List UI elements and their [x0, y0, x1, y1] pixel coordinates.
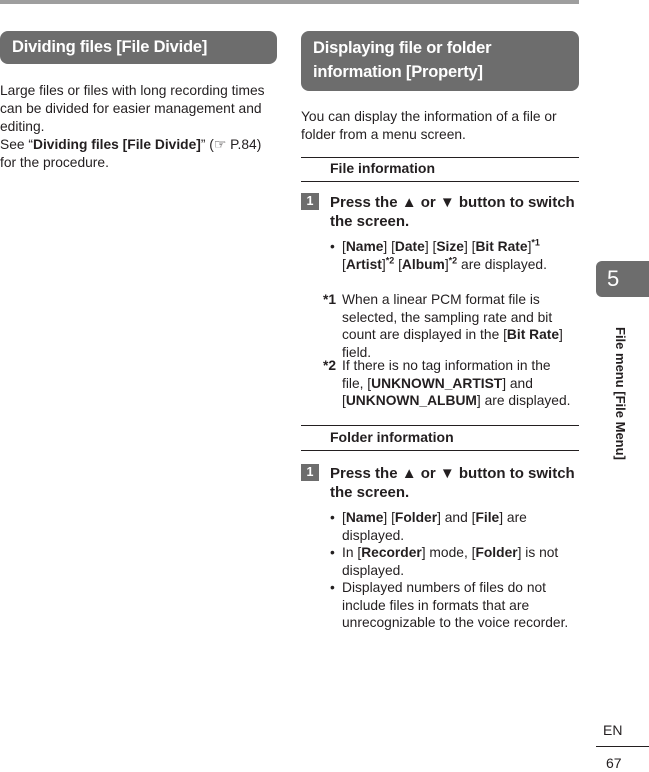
folder-bullet-3: [330, 579, 572, 632]
property-header-line1: Displaying file or folder: [313, 39, 492, 57]
reference-prefix: See “: [0, 137, 33, 152]
footnote-text: ] field.: [342, 327, 563, 360]
footnote-2: [323, 357, 575, 410]
footnote-text: If there is no tag information in the file, [: [342, 358, 551, 391]
footnote-bold: UNKNOWN_ALBUM: [345, 393, 477, 408]
footnote-bold: Bit Rate: [506, 327, 560, 342]
footnote-ref: *2: [448, 254, 458, 265]
footnote-bold: UNKNOWN_ARTIST: [371, 375, 503, 391]
bullet-and: ] and [: [437, 510, 476, 525]
property-header-line2: information [Property]: [313, 63, 483, 81]
field-folder: Folder: [394, 510, 438, 525]
field-folder: Folder: [475, 545, 518, 560]
file-step-line2: the screen.: [330, 213, 410, 230]
bullet-tail: ] is not displayed.: [342, 545, 559, 578]
top-rule: [0, 0, 579, 4]
bullet-tail: are displayed.: [457, 256, 547, 272]
property-intro: You can display the information of a file or folder from a menu screen.: [301, 109, 557, 142]
footnote-ref: *1: [531, 237, 540, 248]
bullet-dot: •: [330, 239, 335, 254]
step-number-badge: 1: [301, 464, 319, 481]
bullet-text: In [: [342, 545, 362, 560]
folder-step-instruction: [330, 464, 582, 502]
chapter-label: File menu [File Menu]: [613, 327, 628, 460]
footnote-mark: *1: [323, 292, 337, 307]
field-name: Name: [345, 239, 384, 254]
field-name: Name: [345, 510, 384, 525]
file-step-instruction: [330, 193, 582, 231]
folder-bullet-1: • [Name] [Folder] and [File] are displayed.: [330, 510, 527, 543]
footnote-ref: *2: [385, 254, 395, 265]
language-label: EN: [603, 722, 623, 738]
divider: [301, 157, 579, 158]
section-header-property: [301, 31, 579, 91]
step-number-badge: 1: [301, 193, 319, 210]
file-divide-intro: Large files or files with long recording times can be divided for easier management and editing.: [0, 83, 265, 134]
bullet-tail: ] are displayed.: [342, 510, 527, 543]
file-info-heading: File information: [330, 160, 435, 176]
page-number: 67: [606, 755, 622, 771]
bullet-text: Displayed numbers of files do not include files in formats that are unrecognizable to the voice recorder.: [342, 580, 569, 630]
folder-step-line1: Press the ▲ or ▼ button to switch: [330, 465, 575, 482]
footnote-text: When a linear PCM format file is selected, the sampling rate and bit count are displayed in the [: [342, 292, 553, 342]
field-date: Date: [394, 239, 425, 254]
file-divide-reference: [0, 136, 272, 172]
field-artist: Artist: [345, 256, 382, 272]
reference-line2: for the procedure.: [0, 155, 109, 170]
divider: [596, 746, 649, 747]
bullet-dot: •: [330, 545, 335, 560]
footnote-text: ] are displayed.: [476, 393, 571, 408]
section-header-file-divide: Dividing files [File Divide]: [0, 31, 277, 64]
reference-suffix: ” (☞ P.84): [200, 137, 262, 152]
folder-step-line2: the screen.: [330, 484, 410, 501]
field-size: Size: [436, 239, 464, 254]
folder-bullet-2: [330, 544, 572, 579]
bullet-text: ] mode, [: [421, 545, 476, 560]
bullet-dot: •: [330, 510, 335, 525]
field-recorder: Recorder: [361, 545, 422, 560]
field-file: File: [475, 510, 500, 525]
chapter-number-tab: 5: [596, 261, 649, 297]
divider: [301, 181, 579, 182]
field-bitrate: Bit Rate: [475, 239, 528, 254]
reference-link[interactable]: Dividing files [File Divide]: [32, 137, 201, 152]
file-info-bullet: • [Name] [Date] [Size] [Bit Rate]$^{*1}$ [Artist]$^{*2}$ [Album]$^{*2}$ are displayed.: [330, 237, 547, 272]
footnote-1: [323, 291, 575, 361]
footnote-mark: *2: [323, 358, 337, 373]
field-album: Album: [401, 256, 445, 272]
file-step-line1: Press the ▲ or ▼ button to switch: [330, 194, 575, 211]
folder-info-heading: Folder information: [330, 429, 454, 445]
divider: [301, 450, 579, 451]
bullet-dot: •: [330, 580, 335, 595]
footnote-text: ] and [: [342, 375, 533, 408]
divider: [301, 425, 579, 426]
